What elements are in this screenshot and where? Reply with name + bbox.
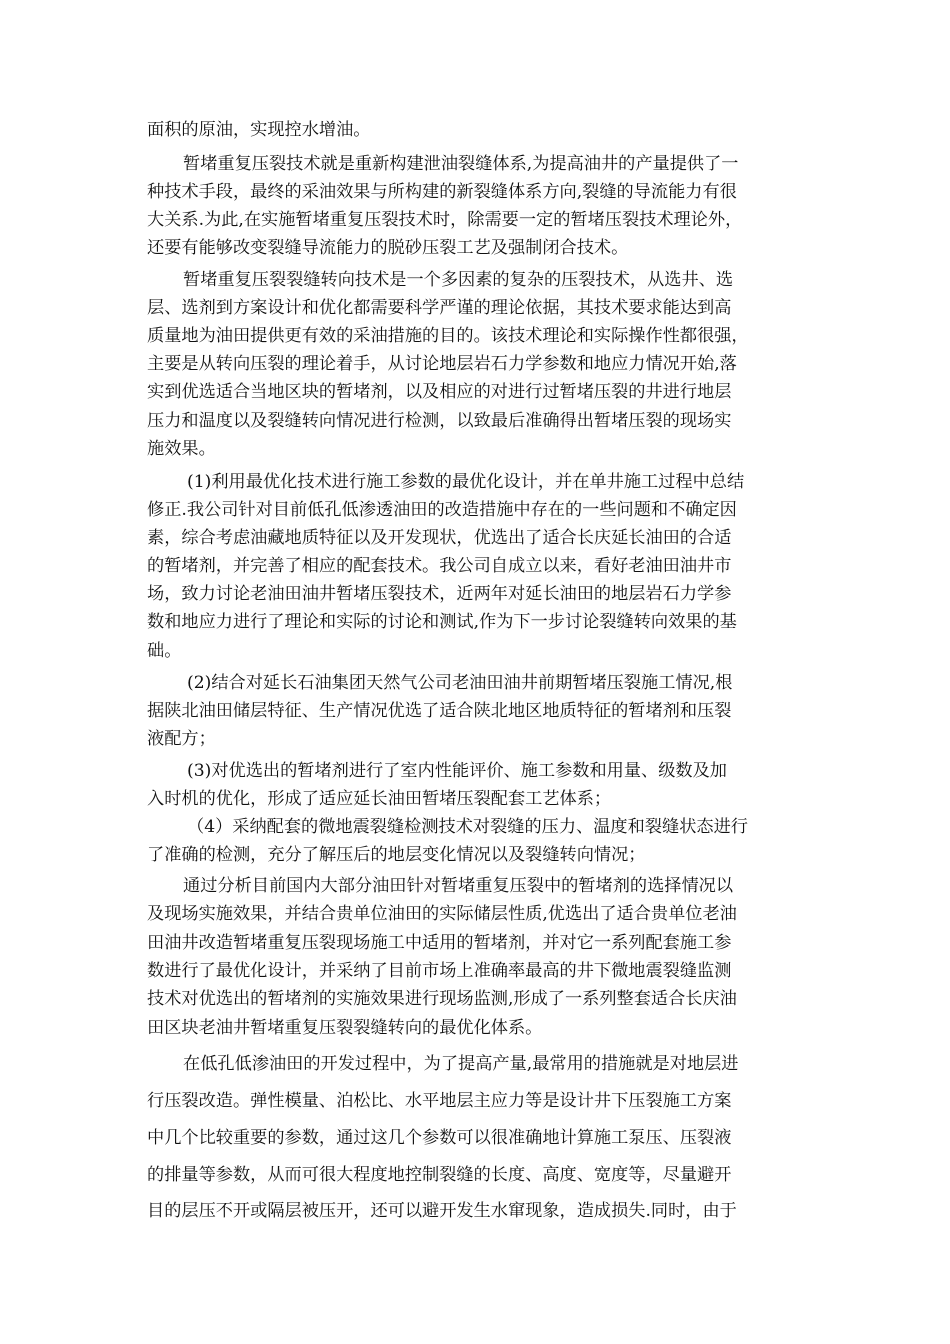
text-line: 数进行了最优化设计，并采纳了目前市场上准确率最高的井下微地震裂缝监测	[147, 961, 732, 981]
text-line: 的排量等参数，从而可很大程度地控制裂缝的长度、高度、宽度等，尽量避开	[147, 1165, 732, 1185]
text-line: 及现场实施效果，并结合贵单位油田的实际储层性质,优选出了适合贵单位老油	[147, 904, 737, 924]
text-line: 大关系.为此,在实施暂堵重复压裂技术时，除需要一定的暂堵压裂技术理论外，	[147, 210, 743, 230]
text-line: 田区块老油井暂堵重复压裂裂缝转向的最优化体系。	[147, 1018, 543, 1038]
text-line: 行压裂改造。弹性模量、泊松比、水平地层主应力等是设计井下压裂施工方案	[147, 1091, 732, 1111]
list-item-1-first-line: (1)利用最优化技术进行施工参数的最优化设计，并在单井施工过程中总结	[187, 472, 745, 492]
text-line: 层、选剂到方案设计和优化都需要科学严谨的理论依据，其技术要求能达到高	[147, 298, 732, 318]
text-line: 技术对优选出的暂堵剂的实施效果进行现场监测,形成了一系列整套适合长庆油	[147, 989, 737, 1009]
text-line: 液配方；	[147, 729, 216, 749]
text-line: 数和地应力进行了理论和实际的讨论和测试,作为下一步讨论裂缝转向效果的基	[147, 612, 737, 632]
text-line: 主要是从转向压裂的理论着手，从讨论地层岩石力学参数和地应力情况开始,落	[147, 354, 737, 374]
list-item-2-first-line: (2)结合对延长石油集团天然气公司老油田油井前期暂堵压裂施工情况,根	[187, 673, 733, 693]
text-line: 种技术手段，最终的采油效果与所构建的新裂缝体系方向,裂缝的导流能力有很	[147, 182, 737, 202]
text-line: 入时机的优化，形成了适应延长油田暂堵压裂配套工艺体系；	[147, 789, 612, 809]
text-line: 还要有能够改变裂缝导流能力的脱砂压裂工艺及强制闭合技术。	[147, 238, 629, 258]
list-item-3-first-line: (3)对优选出的暂堵剂进行了室内性能评价、施工参数和用量、级数及加	[187, 761, 727, 781]
text-line: 目的层压不开或隔层被压开，还可以避开发生水窜现象，造成损失.同时，由于	[147, 1201, 737, 1221]
text-line: 压力和温度以及裂缝转向情况进行检测，以致最后准确得出暂堵压裂的现场实	[147, 411, 732, 431]
paragraph-first-line: 通过分析目前国内大部分油田针对暂堵重复压裂中的暂堵剂的选择情况以	[183, 876, 734, 896]
text-line: 础。	[147, 641, 182, 661]
text-line: 据陕北油田储层特征、生产情况优选了适合陕北地区地质特征的暂堵剂和压裂	[147, 701, 732, 721]
text-line: 了准确的检测，充分了解压后的地层变化情况以及裂缝转向情况；	[147, 845, 646, 865]
text-line: 修正.我公司针对目前低孔低渗透油田的改造措施中存在的一些问题和不确定因	[147, 500, 737, 520]
list-item-4-first-line: （4）采纳配套的微地震裂缝检测技术对裂缝的压力、温度和裂缝状态进行	[187, 817, 748, 837]
text-line: 场，致力讨论老油田油井暂堵压裂技术，近两年对延长油田的地层岩石力学参	[147, 584, 732, 604]
text-line: 面积的原油，实现控水增油。	[147, 120, 371, 140]
text-line: 实到优选适合当地区块的暂堵剂，以及相应的对进行过暂堵压裂的井进行地层	[147, 382, 732, 402]
paragraph-first-line: 在低孔低渗油田的开发过程中，为了提高产量,最常用的措施就是对地层进	[183, 1054, 739, 1074]
text-line: 质量地为油田提供更有效的采油措施的目的。该技术理论和实际操作性都很强，	[147, 326, 749, 346]
paragraph-first-line: 暂堵重复压裂技术就是重新构建泄油裂缝体系,为提高油井的产量提供了一	[183, 154, 739, 174]
text-line: 施效果。	[147, 439, 216, 459]
text-line: 田油井改造暂堵重复压裂现场施工中适用的暂堵剂，并对它一系列配套施工参	[147, 933, 732, 953]
paragraph-first-line: 暂堵重复压裂裂缝转向技术是一个多因素的复杂的压裂技术，从选井、选	[183, 270, 734, 290]
text-line: 中几个比较重要的参数，通过这几个参数可以很准确地计算施工泵压、压裂液	[147, 1128, 732, 1148]
text-line: 素，综合考虑油藏地质特征以及开发现状，优选出了适合长庆延长油田的合适	[147, 528, 732, 548]
text-line: 的暂堵剂，并完善了相应的配套技术。我公司自成立以来，看好老油田油井市	[147, 556, 732, 576]
